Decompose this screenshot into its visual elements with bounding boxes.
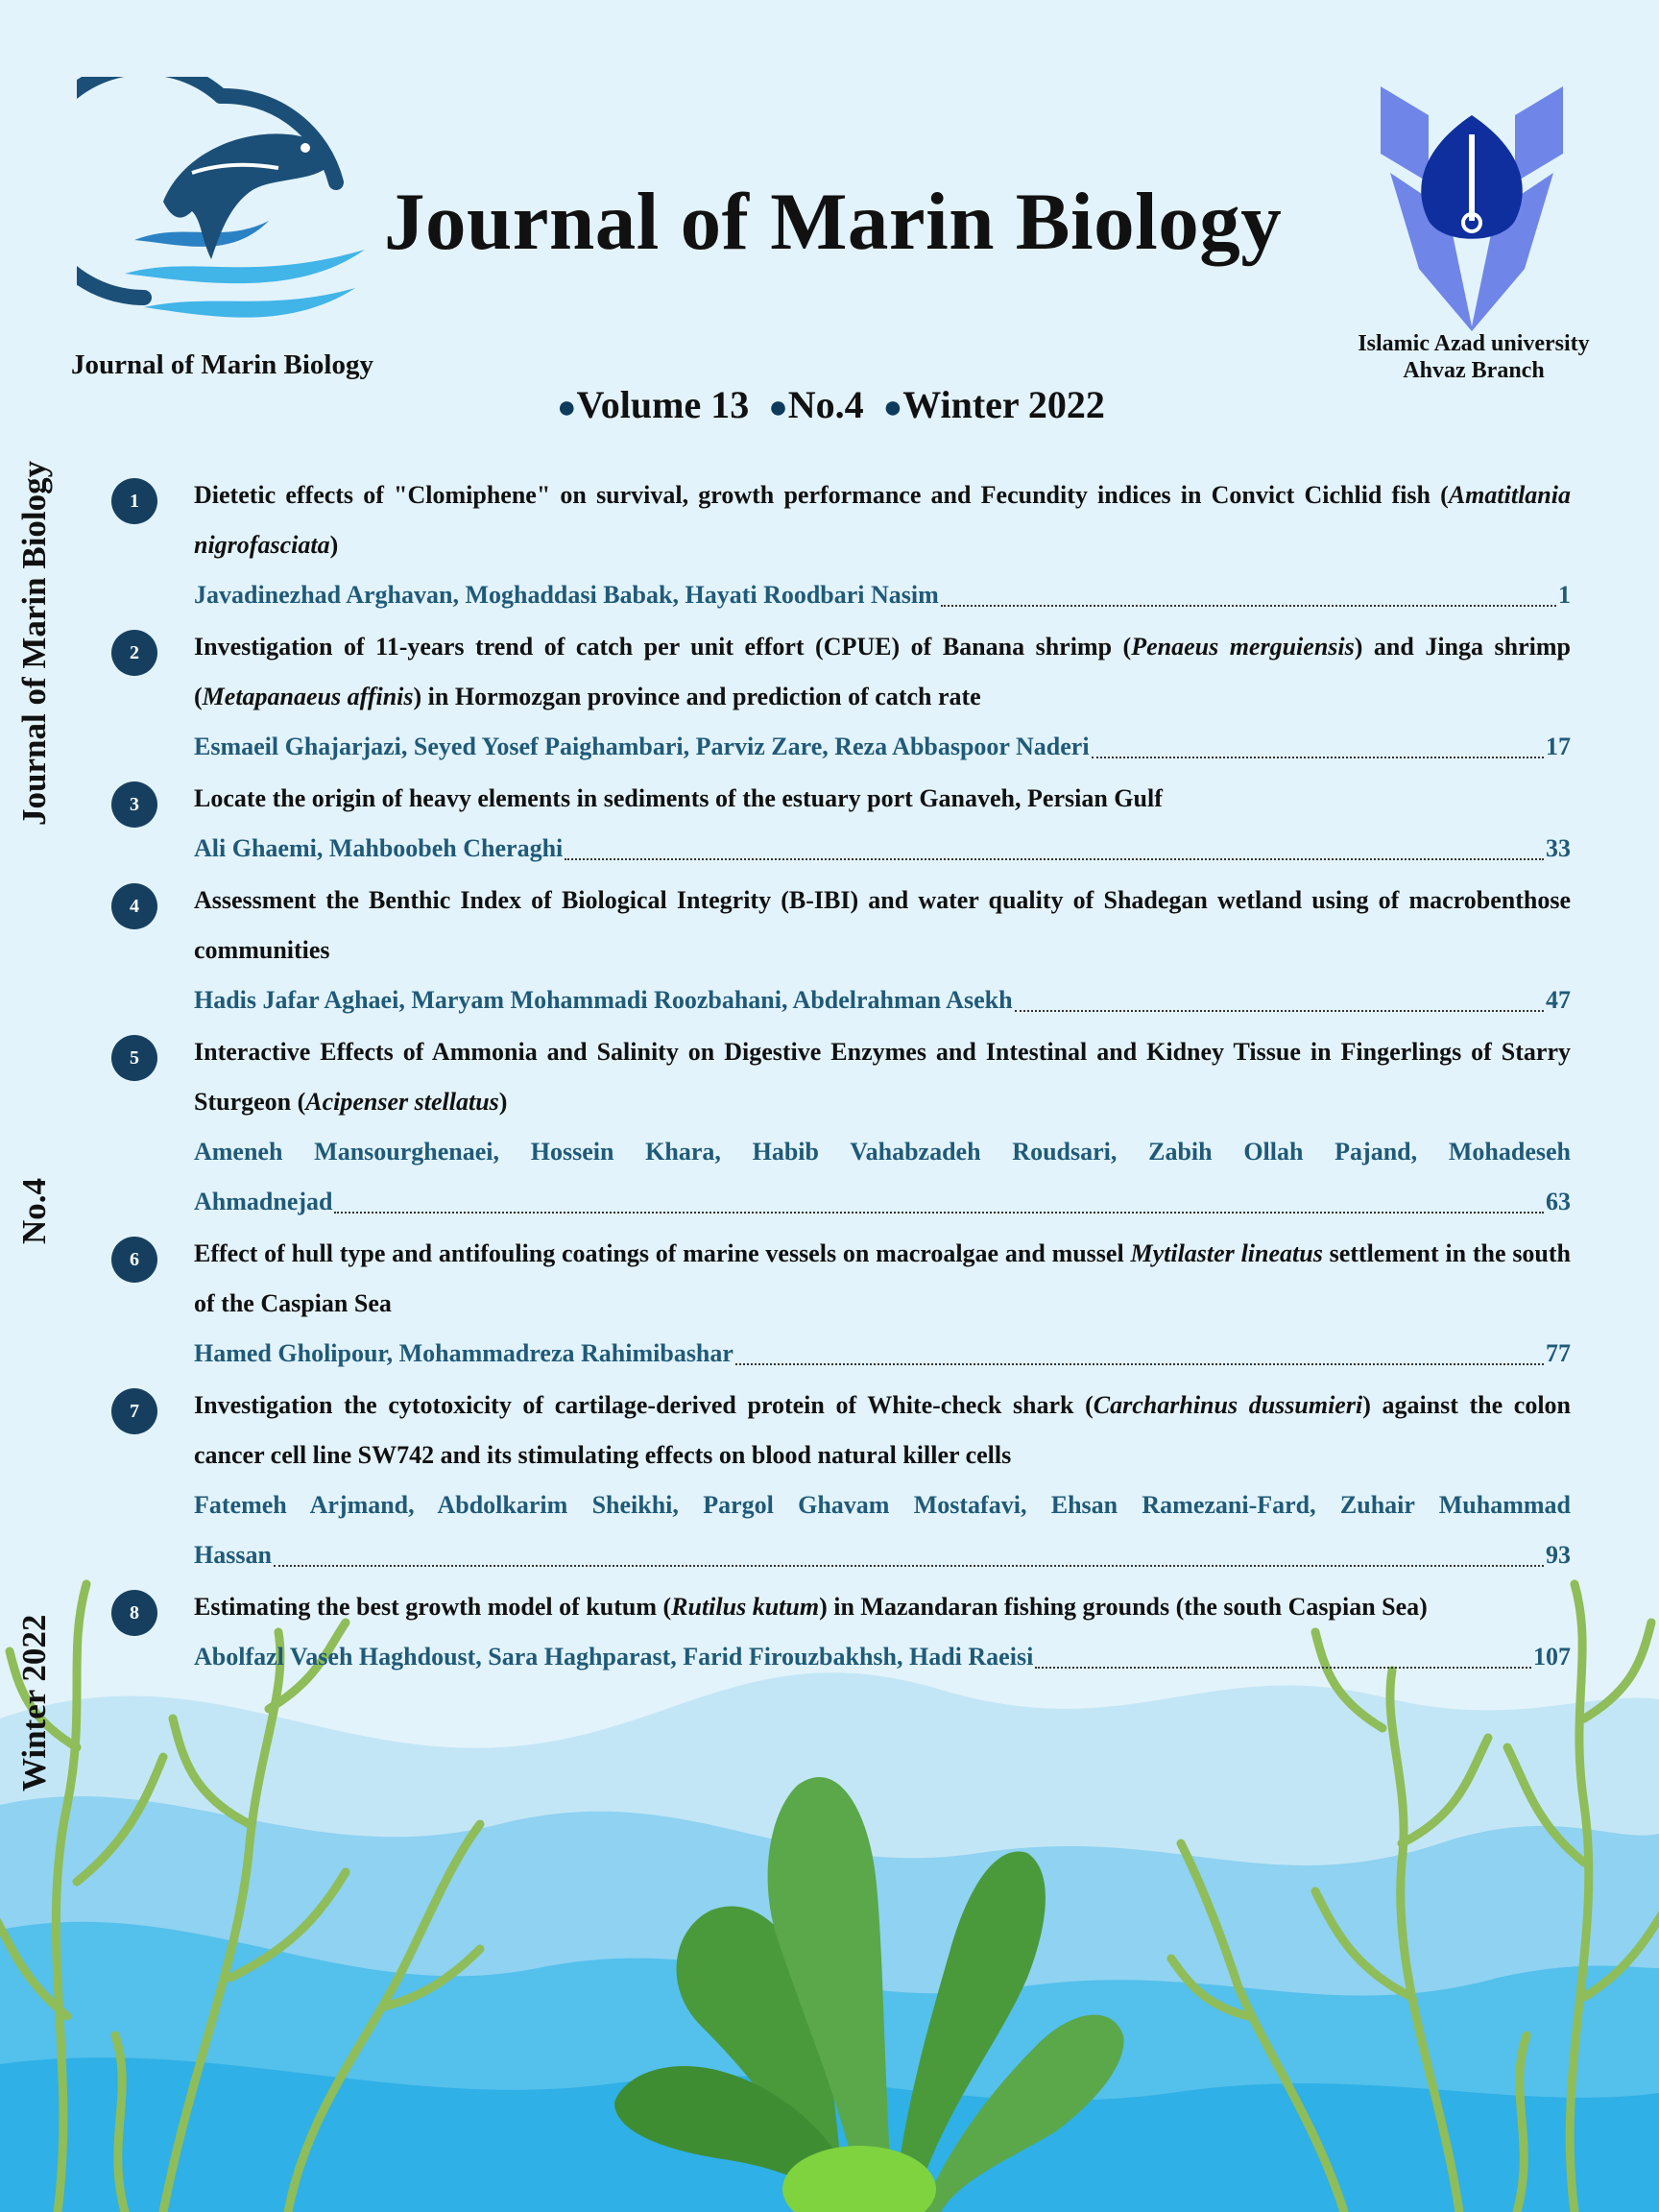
- article-authors-continued: Ahmadnejad: [194, 1188, 333, 1215]
- toc-entry: [111, 876, 1571, 1025]
- dot-leader: [1015, 1010, 1544, 1012]
- article-authors-continued: Hassan: [194, 1541, 272, 1569]
- fish-logo: [77, 77, 384, 336]
- spine-issue-season: Winter 2022: [15, 1614, 53, 1791]
- toc-entry: [111, 470, 1571, 620]
- toc-entry: [111, 622, 1571, 772]
- article-authors: Javadinezhad Arghavan, Moghaddasi Babak, Hayati Roodbari Nasim: [194, 581, 939, 609]
- article-authors-line: [194, 1632, 1571, 1682]
- issue-season: Winter 2022: [902, 383, 1105, 426]
- article-title[interactable]: Investigation of 11-years trend of catch per unit effort (CPUE) of Banana shrimp (Penaeus merguiensis) and Jinga shrimp (Metapanaeus affinis) in Hormozgan province and prediction of catch rate: [194, 633, 1571, 710]
- toc-entry: [111, 1582, 1571, 1682]
- journal-title: Journal of Marin Biology: [384, 177, 1283, 267]
- article-title[interactable]: Effect of hull type and antifouling coatings of marine vessels on macroalgae and mussel Mytilaster lineatus settlement in the south of the Caspian Sea: [194, 1239, 1572, 1317]
- article-page: 17: [1546, 733, 1571, 760]
- dot-leader: [274, 1565, 1544, 1567]
- article-authors-line: [194, 570, 1571, 620]
- article-authors: Fatemeh Arjmand, Abdolkarim Sheikhi, Pargol Ghavam Mostafavi, Ehsan Ramezani-Fard, Zuhair Muhammad: [194, 1491, 1571, 1519]
- article-title[interactable]: Assessment the Benthic Index of Biological Integrity (B-IBI) and water quality of Shadegan wetland using of macrobenthose communities: [194, 886, 1571, 964]
- entry-number-badge: 5: [111, 1035, 157, 1081]
- article-page: 93: [1546, 1541, 1571, 1569]
- bullet-icon: ●: [557, 390, 577, 425]
- entry-number-badge: 1: [111, 478, 157, 524]
- article-authors: Ameneh Mansourghenaei, Hossein Khara, Habib Vahabzadeh Roudsari, Zabih Ollah Pajand, Mohadeseh: [194, 1138, 1571, 1166]
- entry-number-badge: 7: [111, 1388, 157, 1434]
- issue-line: [557, 382, 1105, 427]
- article-title[interactable]: Investigation the cytotoxicity of cartilage-derived protein of White-check shark (Carcharhinus dussumieri) against the colon cancer cell line SW742 and its stimulating effects on blood natural killer cells: [194, 1391, 1572, 1469]
- publisher-name-line1: Islamic Azad university: [1358, 331, 1590, 356]
- spine-journal-title: Journal of Marin Biology: [15, 460, 53, 826]
- publisher-name-line2: Ahvaz Branch: [1403, 358, 1545, 383]
- article-page: 47: [1546, 986, 1571, 1014]
- toc-entry: [111, 1381, 1571, 1580]
- article-authors: Ali Ghaemi, Mahboobeh Cheraghi: [194, 834, 564, 862]
- dot-leader: [1035, 1667, 1531, 1669]
- toc-entry: [111, 774, 1571, 874]
- toc-entry: [111, 1229, 1571, 1379]
- dot-leader: [334, 1212, 1544, 1214]
- article-page: 63: [1546, 1188, 1571, 1215]
- article-authors-line: [194, 722, 1571, 772]
- article-title[interactable]: Interactive Effects of Ammonia and Salinity on Digestive Enzymes and Intestinal and Kidney Tissue in Fingerlings of Starry Sturgeon (Acipenser stellatus): [194, 1038, 1571, 1116]
- toc-entry: [111, 1027, 1571, 1227]
- spine-issue-number: No.4: [15, 1177, 53, 1244]
- dot-leader: [565, 858, 1544, 860]
- dot-leader: [735, 1363, 1544, 1365]
- article-authors-line: [194, 1329, 1571, 1379]
- article-authors: Hadis Jafar Aghaei, Maryam Mohammadi Roozbahani, Abdelrahman Asekh: [194, 986, 1013, 1014]
- article-page: 77: [1546, 1339, 1571, 1367]
- issue-volume: Volume 13: [576, 383, 750, 426]
- entry-number-badge: 4: [111, 883, 157, 929]
- article-authors-line: [194, 1177, 1571, 1227]
- article-title[interactable]: Dietetic effects of "Clomiphene" on survival, growth performance and Fecundity indices in Convict Cichlid fish (Amatitlania nigrofasciata): [194, 481, 1571, 559]
- article-authors: Hamed Gholipour, Mohammadreza Rahimibashar: [194, 1339, 733, 1367]
- article-page: 107: [1533, 1643, 1571, 1671]
- issue-number: No.4: [787, 383, 864, 426]
- entry-number-badge: 8: [111, 1590, 157, 1636]
- bullet-icon: ●: [882, 390, 903, 425]
- article-authors-line: [194, 824, 1571, 874]
- entry-number-badge: 2: [111, 630, 157, 676]
- article-title[interactable]: Locate the origin of heavy elements in sediments of the estuary port Ganaveh, Persian Gulf: [194, 784, 1163, 812]
- dot-leader: [941, 605, 1556, 607]
- article-page: 33: [1546, 834, 1571, 862]
- entry-number-badge: 3: [111, 781, 157, 828]
- entry-number-badge: 6: [111, 1237, 157, 1283]
- dot-leader: [1092, 757, 1544, 758]
- article-authors-line: [194, 975, 1571, 1025]
- bullet-icon: ●: [768, 390, 788, 425]
- table-of-contents: [111, 470, 1571, 1684]
- article-title[interactable]: Estimating the best growth model of kutum (Rutilus kutum) in Mazandaran fishing grounds (the south Caspian Sea): [194, 1593, 1428, 1621]
- article-page: 1: [1558, 581, 1571, 609]
- article-authors: Abolfazl Vaseh Haghdoust, Sara Haghparast, Farid Firouzbakhsh, Hadi Raeisi: [194, 1643, 1034, 1671]
- journal-logo-caption: Journal of Marin Biology: [71, 349, 373, 380]
- publisher-name: [1325, 330, 1623, 384]
- university-logo: [1371, 77, 1573, 336]
- article-authors: Esmaeil Ghajarjazi, Seyed Yosef Paighambari, Parviz Zare, Reza Abbaspoor Naderi: [194, 733, 1090, 760]
- article-authors-line: [194, 1530, 1571, 1580]
